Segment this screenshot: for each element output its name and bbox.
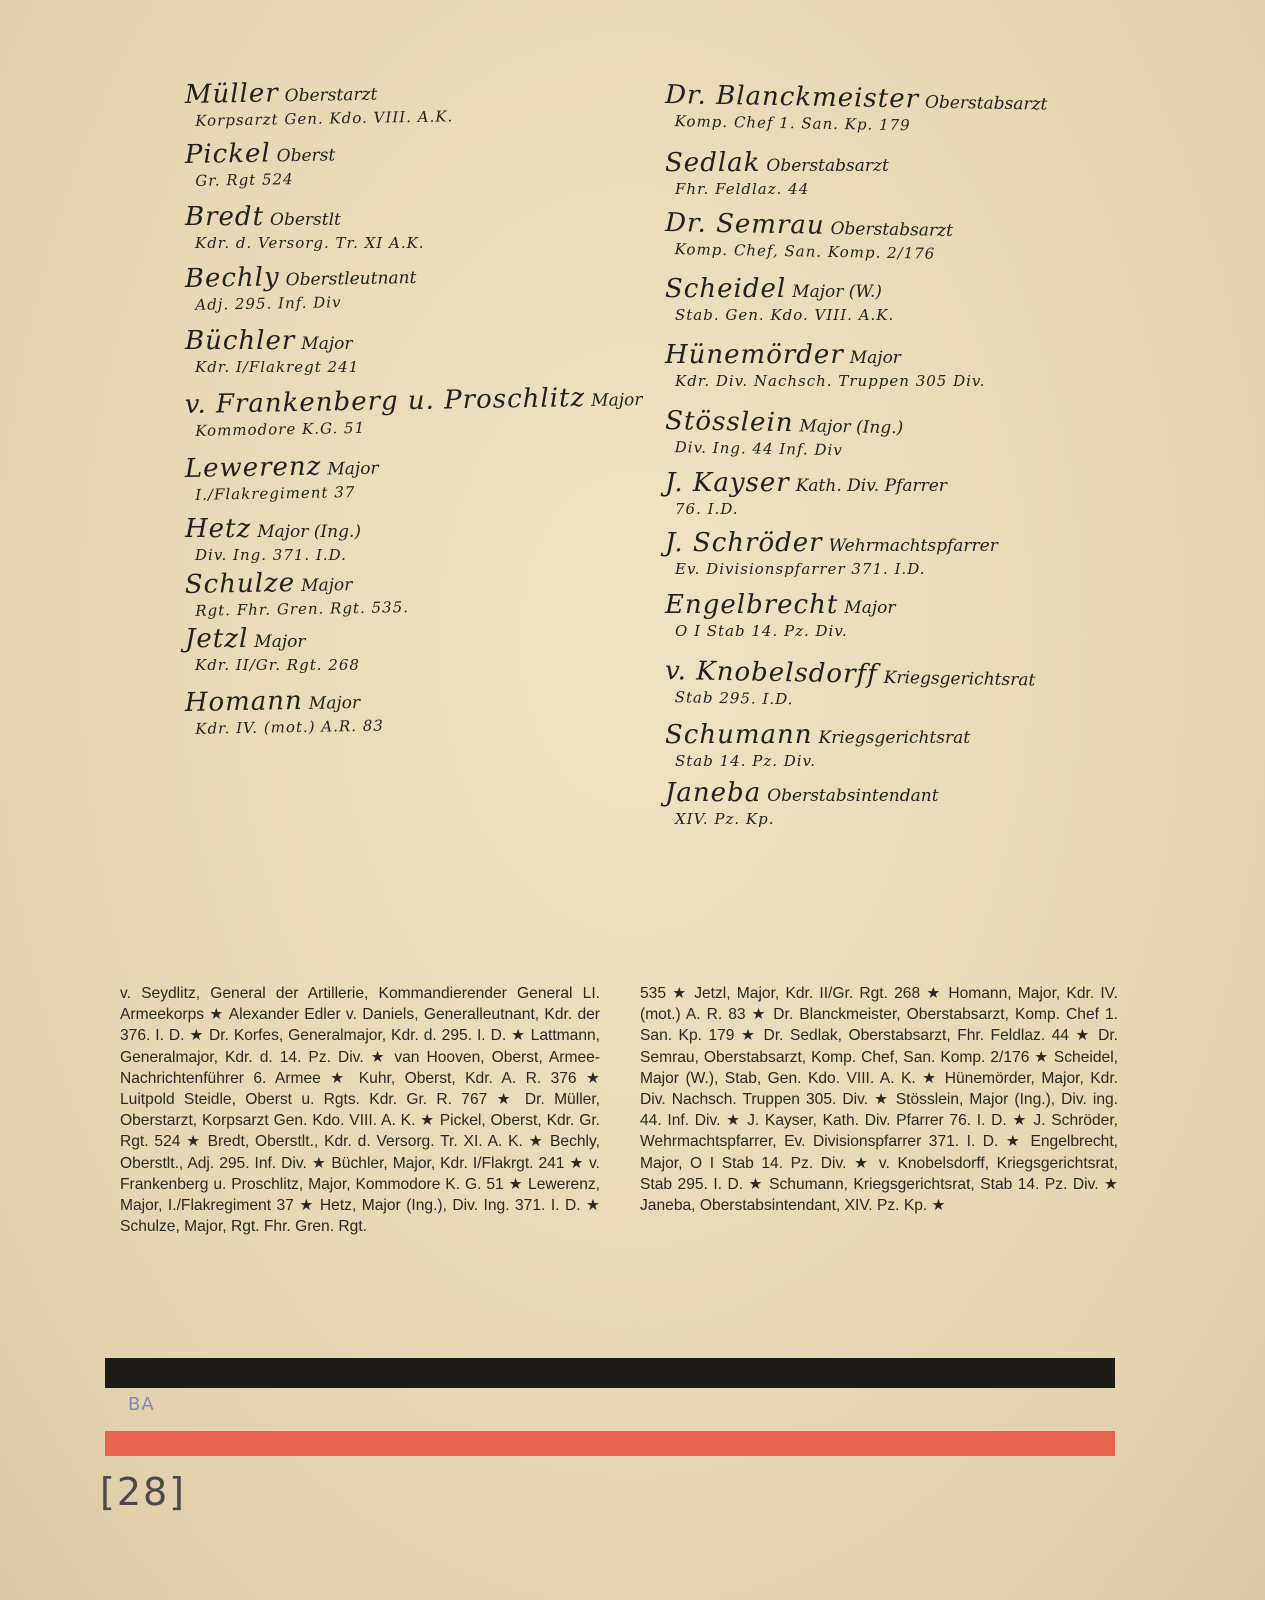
signature-name: Pickel	[184, 138, 271, 170]
signature-entry	[665, 468, 1105, 518]
signature-name: Homann	[184, 685, 304, 718]
signature-name: J. Kayser	[665, 468, 790, 498]
signature-rank: Major	[308, 692, 361, 714]
signature-rank: Major	[300, 575, 353, 596]
signature-entry	[665, 208, 1106, 266]
signature-unit: Gr. Rgt 524	[195, 170, 294, 190]
signature-rank: Major (Ing.)	[257, 522, 362, 542]
signature-name: v. Knobelsdorff	[664, 656, 879, 690]
signature-unit: Kommodore K.G. 51	[195, 418, 366, 440]
signature-unit: I./Flakregiment 37	[195, 483, 356, 504]
signature-name: Engelbrecht	[665, 590, 839, 620]
signature-rank: Kriegsgerichtsrat	[883, 667, 1036, 691]
signature-unit: Stab 295. I.D.	[674, 688, 794, 709]
signature-entry	[185, 624, 605, 674]
signature-unit: Kdr. d. Versorg. Tr. XI A.K.	[195, 234, 425, 252]
signature-rank: Kath. Div. Pfarrer	[795, 476, 947, 496]
archive-stamp: BA	[128, 1394, 155, 1415]
signature-name: Hetz	[185, 514, 252, 544]
signature-unit: Adj. 295. Inf. Div	[195, 293, 342, 314]
signature-unit: O I Stab 14. Pz. Div.	[675, 622, 848, 640]
signature-rank: Oberstabsarzt	[830, 218, 954, 242]
printed-text-left: v. Seydlitz, General der Artillerie, Kommandierender General LI. Armeekorps ★ Alexander Edler v. Daniels, Generalleutnant, Kdr. der 376. I. D. ★ Dr. Korfes, Generalmajor, Kdr. d. 295. I. D. ★ Lattmann, Generalmajor, Kdr. d. 14. Pz. Div. ★ van Hooven, Oberst, Armee-Nachrichtenführer 6. Armee ★ Kuhr, Oberst, Kdr. A. R. 376 ★ Luitpold Steidle, Oberst u. Rgts. Kdr. Gr. R. 767 ★ Dr. Müller, Oberstarzt, Korpsarzt Gen. Kdo. VIII. A. K. ★ Pickel, Oberst, Kdr. Gr. Rgt. 524 ★ Bredt, Oberstlt., Kdr. d. Versorg. Tr. XI. A. K. ★ Bechly, Oberstlt., Adj. 295. Inf. Div. ★ Büchler, Major, Kdr. I/Flakrgt. 241 ★ v. Frankenberg u. Proschlitz, Major, Kommodore K. G. 51 ★ Lewerenz, Major, I./Flakregiment 37 ★ Hetz, Major (Ing.), Div. Ing. 371. I. D. ★ Schulze, Major, Rgt. Fhr. Gren. Rgt.	[120, 985, 600, 1236]
printed-text-right: 535 ★ Jetzl, Major, Kdr. II/Gr. Rgt. 268 ★ Homann, Major, Kdr. IV. (mot.) A. R. 83 ★ Dr. Blanckmeister, Oberstabsarzt, Komp. Chef 1. San. Kp. 179 ★ Dr. Sedlak, Oberstabsarzt, Fhr. Feldlaz. 44 ★ Dr. Semrau, Oberstabsarzt, Komp. Chef, San. Komp. 2/176 ★ Scheidel, Major (W.), Stab, Gen. Kdo. VIII. A. K. ★ Hünemörder, Major, Kdr. Div. Nachsch. Truppen 305. Div. ★ Stösslein, Major (Ing.), Div. ing. 44. Inf. Div. ★ J. Kayser, Kath. Div. Pfarrer 76. I. D. ★ J. Schröder, Wehrmachtspfarrer, Ev. Divisionspfarrer 371. I. D. ★ Engelbrecht, Major, O I Stab 14. Pz. Div. ★ v. Knobelsdorff, Kriegsgerichtsrat, Stab 295. I. D. ★ Schumann, Kriegsgerichtsrat, Stab 14. Pz. Div. ★ Janeba, Oberstabsintendant, XIV. Pz. Kp. ★	[640, 985, 1118, 1215]
signature-name: Dr. Blanckmeister	[664, 80, 920, 115]
signature-unit: Kdr. IV. (mot.) A.R. 83	[195, 716, 384, 738]
signature-unit: Rgt. Fhr. Gren. Rgt. 535.	[195, 598, 410, 620]
signature-entry	[665, 274, 1105, 324]
signature-entry	[185, 681, 606, 738]
signature-name: Stösslein	[664, 406, 794, 439]
signature-name: J. Schröder	[665, 528, 823, 558]
signature-unit: Div. Ing. 371. I.D.	[195, 546, 347, 564]
signature-rank: Major	[591, 390, 643, 411]
signature-rank: Major	[254, 632, 306, 652]
signature-entry	[665, 656, 1106, 714]
signatures-right-column	[665, 80, 1105, 838]
signature-entry	[185, 133, 606, 190]
signature-name: Lewerenz	[184, 451, 322, 484]
signature-rank: Oberstarzt	[284, 84, 378, 107]
signature-rank: Oberstlt	[270, 210, 341, 230]
signature-unit: Komp. Chef 1. San. Kp. 179	[674, 112, 911, 135]
signature-entry	[184, 383, 643, 440]
signature-entry	[185, 257, 606, 314]
signature-unit: 76. I.D.	[675, 500, 739, 518]
signature-name: Müller	[184, 78, 279, 110]
signature-rank: Kriegsgerichtsrat	[818, 728, 971, 748]
signature-rank: Oberstabsintendant	[767, 786, 939, 806]
signature-name: Schulze	[184, 568, 296, 600]
signature-unit: Kdr. II/Gr. Rgt. 268	[195, 656, 360, 674]
signature-unit: Korpsarzt Gen. Kdo. VIII. A.K.	[195, 107, 454, 130]
signature-unit: Kdr. Div. Nachsch. Truppen 305 Div.	[675, 372, 986, 390]
signatures-left-column	[184, 78, 643, 748]
signature-unit: Kdr. I/Flakregt 241	[195, 358, 360, 376]
signature-name: Bredt	[185, 202, 265, 232]
signature-entry	[665, 340, 1105, 390]
signature-name: Bechly	[184, 262, 280, 294]
signature-unit: Komp. Chef, San. Komp. 2/176	[674, 240, 936, 263]
signature-entry	[665, 80, 1106, 138]
signature-unit: Stab 14. Pz. Div.	[675, 752, 817, 770]
signature-unit: Fhr. Feldlaz. 44	[675, 180, 810, 198]
signature-rank: Oberstabsarzt	[766, 156, 889, 176]
signature-unit: Div. Ing. 44 Inf. Div	[674, 438, 843, 460]
black-band	[105, 1358, 1115, 1388]
signature-name: Dr. Semrau	[664, 208, 825, 241]
signature-name: Janeba	[665, 778, 762, 808]
signature-name: Hünemörder	[665, 340, 844, 370]
signature-entry	[665, 148, 1105, 198]
signature-entry	[185, 73, 606, 130]
signature-name: Jetzl	[185, 624, 249, 654]
signature-name: Sedlak	[665, 148, 761, 178]
signature-name: v. Frankenberg u. Proschlitz	[184, 383, 586, 420]
signature-name: Scheidel	[665, 274, 787, 304]
signature-entry	[665, 720, 1105, 770]
signature-rank: Oberstabsarzt	[924, 92, 1048, 115]
signature-unit: XIV. Pz. Kp.	[675, 810, 775, 828]
signature-entry	[185, 447, 606, 504]
signature-entry	[185, 202, 605, 252]
red-band	[105, 1431, 1115, 1456]
signature-entry	[665, 528, 1105, 578]
signature-name: Schumann	[665, 720, 813, 750]
archive-number: [28]	[100, 1470, 187, 1514]
signature-rank: Major (Ing.)	[799, 416, 904, 439]
signature-rank: Oberstleutnant	[285, 267, 417, 291]
signature-entry	[185, 514, 605, 564]
signature-unit: Ev. Divisionspfarrer 371. I.D.	[675, 560, 926, 578]
signature-rank: Major	[844, 598, 896, 618]
signature-rank: Major	[327, 458, 379, 480]
signature-entry	[665, 590, 1105, 640]
signature-rank: Major	[849, 348, 901, 368]
signature-entry	[185, 326, 605, 376]
signature-rank: Major	[301, 334, 353, 354]
signature-rank: Oberst	[276, 145, 336, 167]
signature-name: Büchler	[185, 326, 296, 356]
signature-entry	[665, 406, 1106, 464]
signature-unit: Stab. Gen. Kdo. VIII. A.K.	[675, 306, 895, 324]
signature-rank: Wehrmachtspfarrer	[828, 536, 998, 556]
signature-entry	[185, 563, 606, 620]
signature-entry	[665, 778, 1105, 828]
signature-rank: Major (W.)	[792, 282, 882, 302]
